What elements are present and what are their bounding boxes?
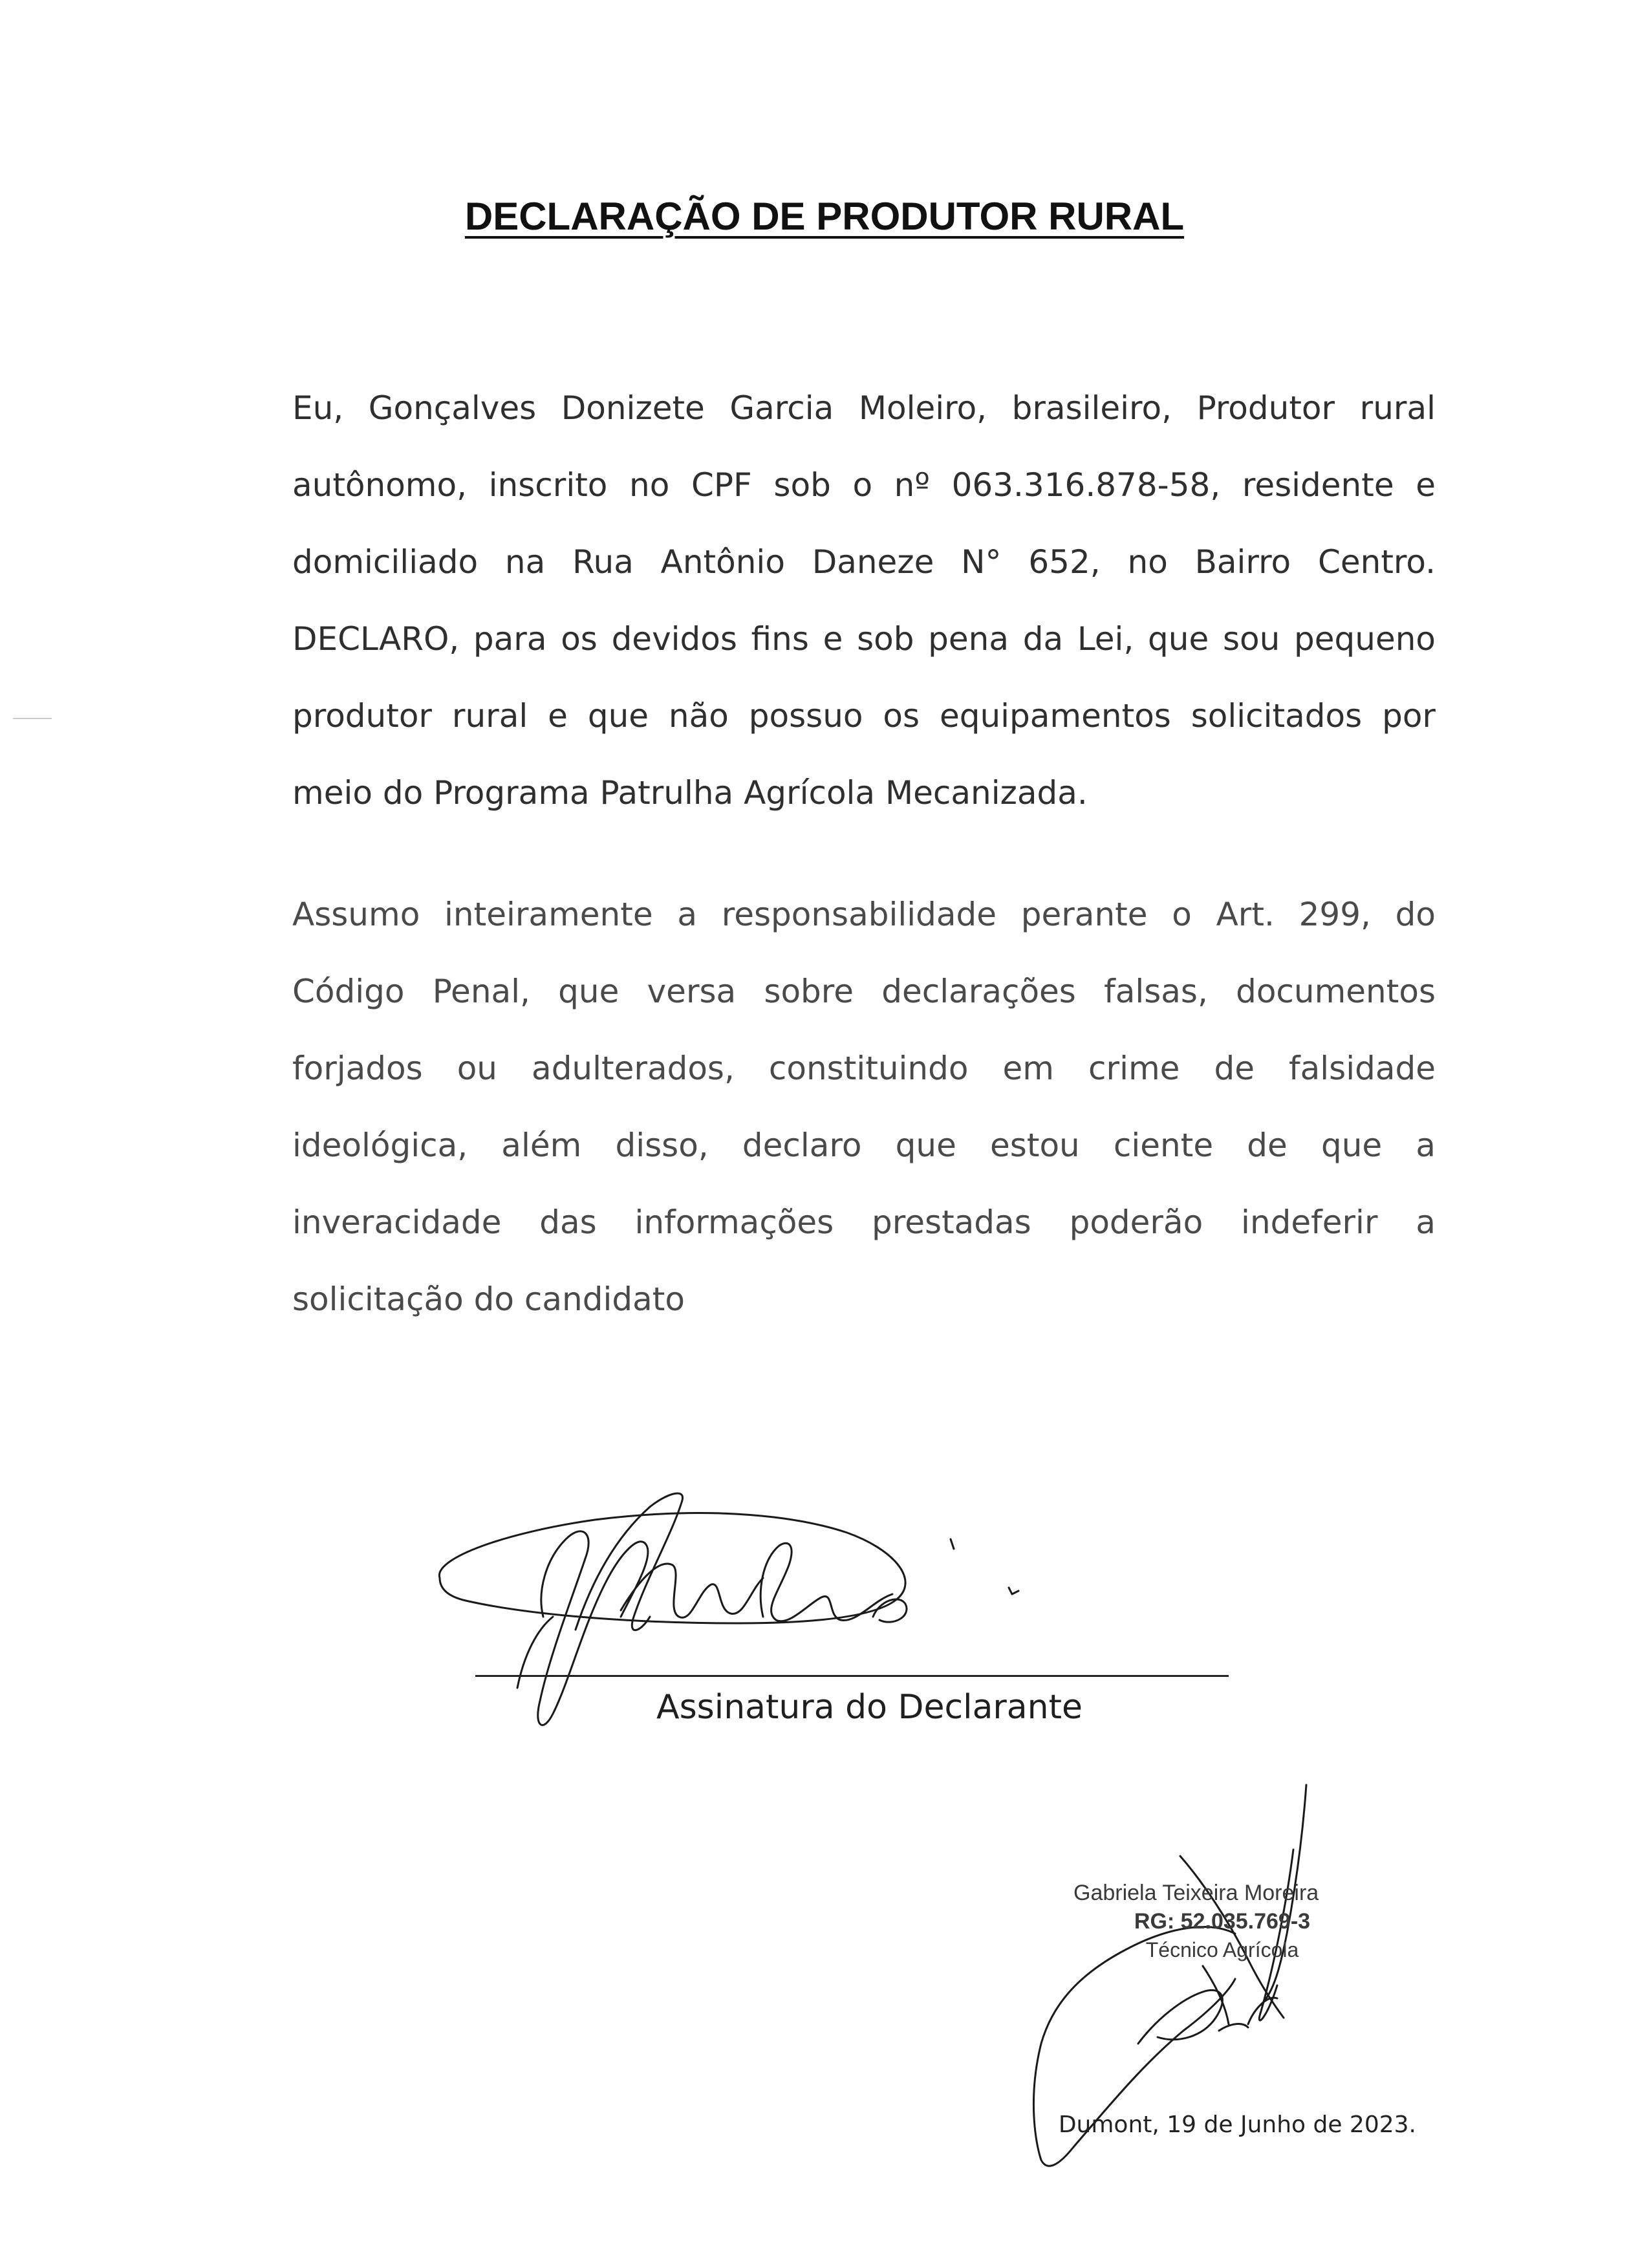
- declarant-signature: [427, 1462, 1061, 1798]
- signature-label: Assinatura do Declarante: [656, 1688, 1083, 1727]
- technician-stamp: [1073, 1879, 1371, 1964]
- stamp-rg: RG: 52.035.769-3: [1134, 1909, 1311, 1934]
- declaration-paragraph: Eu, Gonçalves Donizete Garcia Moleiro, brasileiro, Produtor rural autônomo, inscrito no CPF sob o nº 063.316.878-58, residente e domiciliado na Rua Antônio Daneze N° 652, no Bairro Centro. DECLARO, para os devidos fins e sob pena da Lei, que sou pequeno produtor rural e que não possuo os equipamentos solicitados por meio do Programa Patrulha Agrícola Mecanizada.: [292, 389, 1436, 812]
- stamp-name: Gabriela Teixeira Moreira: [1073, 1881, 1319, 1905]
- stamp-role: Técnico Agrícola: [1145, 1938, 1299, 1961]
- responsibility-paragraph: Assumo inteiramente a responsabilidade perante o Art. 299, do Código Penal, que versa sobre declarações falsas, documentos forjados ou adulterados, constituindo em crime de falsidade ideológica, além disso, declaro que estou ciente de que a inveracidade das informações prestadas poderão indeferir a solicitação do candidato: [292, 896, 1436, 1318]
- document-title: DECLARAÇÃO DE PRODUTOR RURAL: [464, 195, 1185, 238]
- date-line: Dumont, 19 de Junho de 2023.: [1058, 2111, 1416, 2138]
- signature-line: [475, 1675, 1229, 1677]
- scan-edge-mark: [13, 718, 52, 719]
